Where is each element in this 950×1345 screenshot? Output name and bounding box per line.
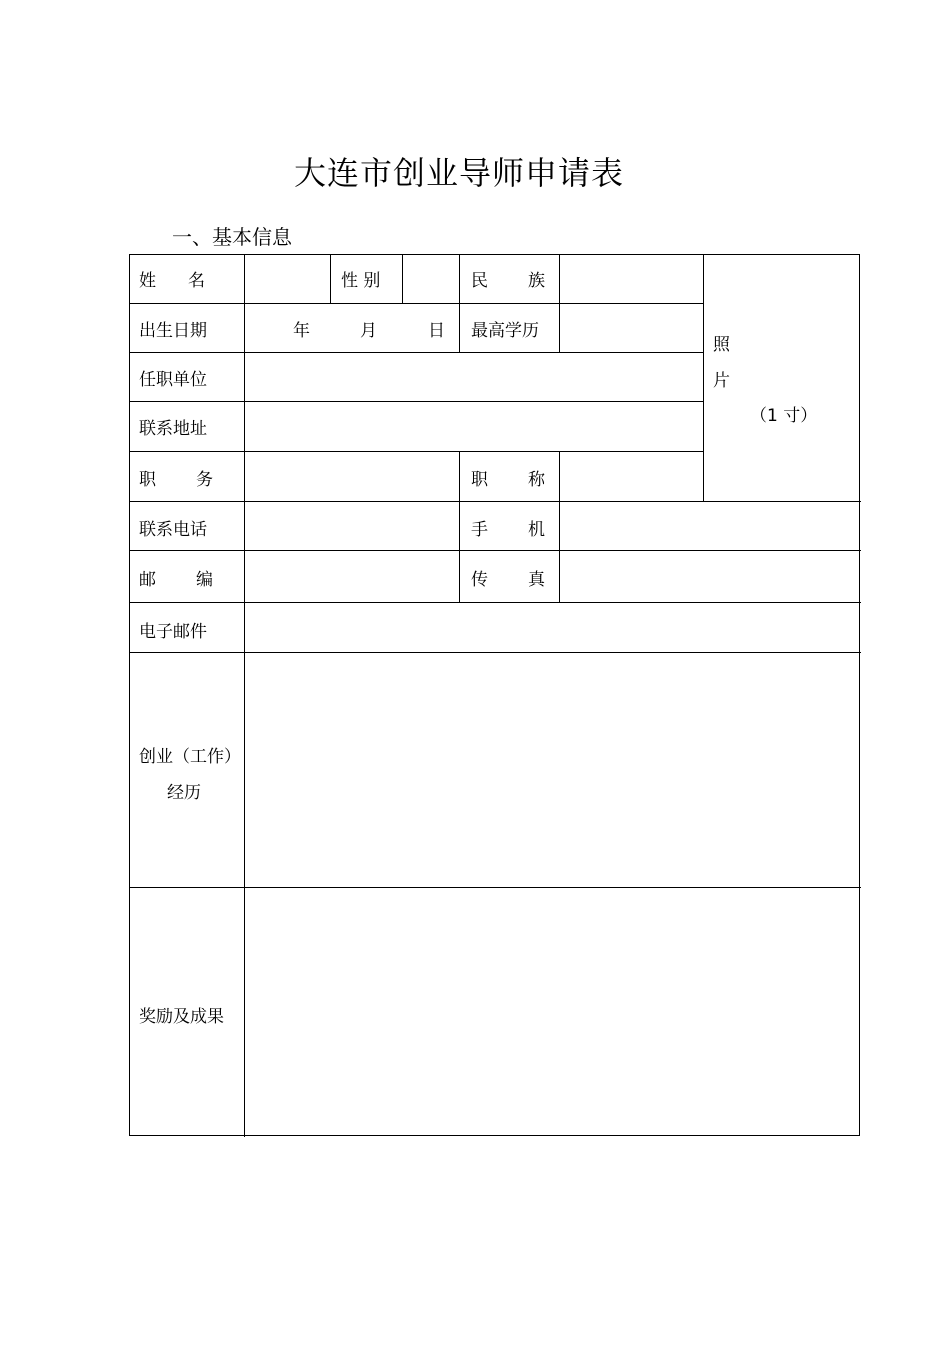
photo-size-label: （1 寸） <box>750 406 818 426</box>
fax-field[interactable] <box>560 551 861 602</box>
label-position: 职 务 <box>139 470 213 490</box>
email-field[interactable] <box>245 603 861 652</box>
label-postcode: 邮 编 <box>139 570 213 590</box>
label-ethnicity: 民 族 <box>471 271 545 291</box>
label-fax: 传 真 <box>471 570 545 590</box>
phone-field[interactable] <box>245 502 459 550</box>
birth-day-unit: 日 <box>428 321 445 341</box>
column-divider <box>459 255 460 303</box>
photo-label-2: 片 <box>713 371 730 391</box>
column-divider <box>459 303 460 352</box>
birth-date-field[interactable] <box>245 304 459 352</box>
awards-field[interactable] <box>245 888 861 1136</box>
label-title-rank: 职 称 <box>471 470 545 490</box>
label-email: 电子邮件 <box>139 622 207 642</box>
name-field[interactable] <box>245 255 330 303</box>
position-field[interactable] <box>245 452 459 501</box>
employer-field[interactable] <box>245 353 703 401</box>
postcode-field[interactable] <box>245 551 459 602</box>
section-heading: 一、基本信息 <box>172 225 292 249</box>
label-address: 联系地址 <box>139 419 207 439</box>
label-gender: 性 别 <box>341 271 381 291</box>
title-rank-field[interactable] <box>560 452 703 501</box>
gender-field[interactable] <box>403 255 459 303</box>
label-phone: 联系电话 <box>139 520 207 540</box>
page-title: 大连市创业导师申请表 <box>293 154 624 192</box>
label-birth-date: 出生日期 <box>139 321 207 341</box>
mobile-field[interactable] <box>560 502 861 550</box>
label-education: 最高学历 <box>471 321 539 341</box>
label-awards: 奖励及成果 <box>139 1007 224 1027</box>
label-mobile: 手 机 <box>471 520 545 540</box>
application-form <box>129 254 860 1136</box>
birth-month-unit: 月 <box>360 321 377 341</box>
label-experience-1: 创业（工作） <box>139 747 241 767</box>
label-employer: 任职单位 <box>139 370 207 390</box>
experience-field[interactable] <box>245 653 861 887</box>
column-divider <box>459 451 460 602</box>
column-divider <box>330 255 331 303</box>
ethnicity-field[interactable] <box>560 255 703 303</box>
photo-label-1: 照 <box>713 335 730 355</box>
address-field[interactable] <box>245 402 703 451</box>
label-name: 姓 名 <box>139 271 205 291</box>
label-experience-2: 经历 <box>167 783 201 803</box>
education-field[interactable] <box>560 304 703 352</box>
birth-year-unit: 年 <box>293 321 310 341</box>
